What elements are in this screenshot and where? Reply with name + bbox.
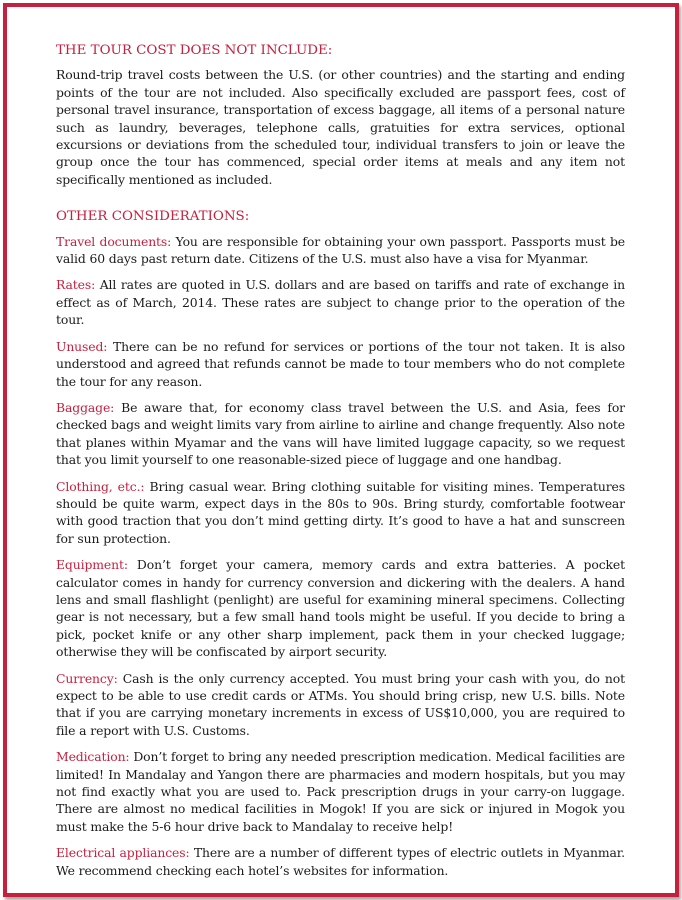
consideration-term: Baggage: — [56, 399, 115, 415]
consideration-term: Travel documents: — [56, 233, 172, 249]
consideration-travel-documents — [56, 233, 625, 268]
consideration-term: Rates: — [56, 277, 96, 293]
considerations-heading: OTHER CONSIDERATIONS: — [56, 209, 250, 225]
consideration-electrical-appliances — [56, 844, 625, 879]
consideration-term: Medication: — [56, 749, 130, 765]
consideration-text: Bring casual wear. Bring clothing suitable for visiting mines. Temperatures should be quite warm, expect days in the 80s to 90s. Bring sturdy, comfortable footwear with good traction that you don’t mind getting dirty. It’s good to have a hat and sunscreen for sun protection. — [56, 478, 626, 546]
consideration-text: Cash is the only currency accepted. You must bring your cash with you, do not expect to be able to use credit cards or ATMs. You should bring crisp, new U.S. bills. Note that if you are carrying monetary increments in excess of US$10,000, you are required to file a report with U.S. Customs. — [56, 670, 625, 738]
consideration-text: You are responsible for obtaining your own passport. Passports must be valid 60 days past return date. Citizens of the U.S. must also have a visa for Myanmar. — [56, 233, 625, 267]
consideration-medication — [56, 748, 625, 835]
consideration-unused — [56, 338, 625, 390]
consideration-term: Electrical appliances: — [56, 845, 190, 861]
consideration-text: Don’t forget to bring any needed prescription medication. Medical facilities are limited! In Mandalay and Yangon there are pharmacies and modern hospitals, but you may not find exactly what you are used to. Pack prescription drugs in your carry-on luggage. There are almost no medical facilities in Mogok! If you are sick or injured in Mogok you must make the 5-6 hour drive back to Mandalay to receive help! — [56, 749, 625, 834]
consideration-term: Currency: — [56, 670, 118, 686]
document-content — [56, 42, 625, 888]
consideration-text: There can be no refund for services or portions of the tour not taken. It is also understood and agreed that refunds cannot be made to tour members who do not complete the tour for any reason. — [56, 338, 625, 389]
consideration-text: Be aware that, for economy class travel between the U.S. and Asia, fees for checked bags and weight limits vary from airline to airline and change frequently. Also note that planes within Myamar and the vans will have limited luggage capacity, so we request that you limit yourself to one reasonable-sized piece of luggage and one handbag. — [56, 399, 625, 468]
consideration-rates — [56, 276, 625, 328]
consideration-currency — [56, 670, 625, 740]
consideration-clothing — [56, 478, 625, 548]
consideration-equipment — [56, 556, 625, 660]
consideration-term: Equipment: — [56, 557, 128, 573]
consideration-text: There are a number of different types of electric outlets in Myanmar. We recommend checking each hotel’s websites for information. — [56, 845, 625, 878]
consideration-text: Don’t forget your camera, memory cards and extra batteries. A pocket calculator comes in handy for currency conversion and dickering with the dealers. A hand lens and small flashlight (penlight) are useful for examining mineral specimens. Collecting gear is not necessary, but a few small hand tools might be useful. If you decide to bring a pick, pocket knife or any other sharp implement, pack them in your checked luggage; otherwise they will be confiscated by airport security. — [56, 557, 625, 660]
consideration-baggage — [56, 399, 625, 469]
consideration-text: All rates are quoted in U.S. dollars and are based on tariffs and rate of exchange in effect as of March, 2014. These rates are subject to change prior to the operation of the tour. — [56, 277, 625, 328]
not-included-paragraph: Round-trip travel costs between the U.S. (or other countries) and the starting and ending points of the tour are not included. Also specifically excluded are passport fees, cost of personal travel insurance, transportation of excess baggage, all items of a personal nature such as laundry, beverages, telephone calls, gratuities for extra services, optional excursions or deviations from the scheduled tour, individual transfers to join or leave the group once the tour has commenced, special order items at meals and any item not specifically mentioned as included. — [56, 67, 625, 187]
consideration-term: Unused: — [56, 338, 108, 354]
not-included-heading: THE TOUR COST DOES NOT INCLUDE: — [56, 43, 333, 58]
section-gap — [56, 188, 625, 208]
consideration-term: Clothing, etc.: — [56, 478, 145, 494]
